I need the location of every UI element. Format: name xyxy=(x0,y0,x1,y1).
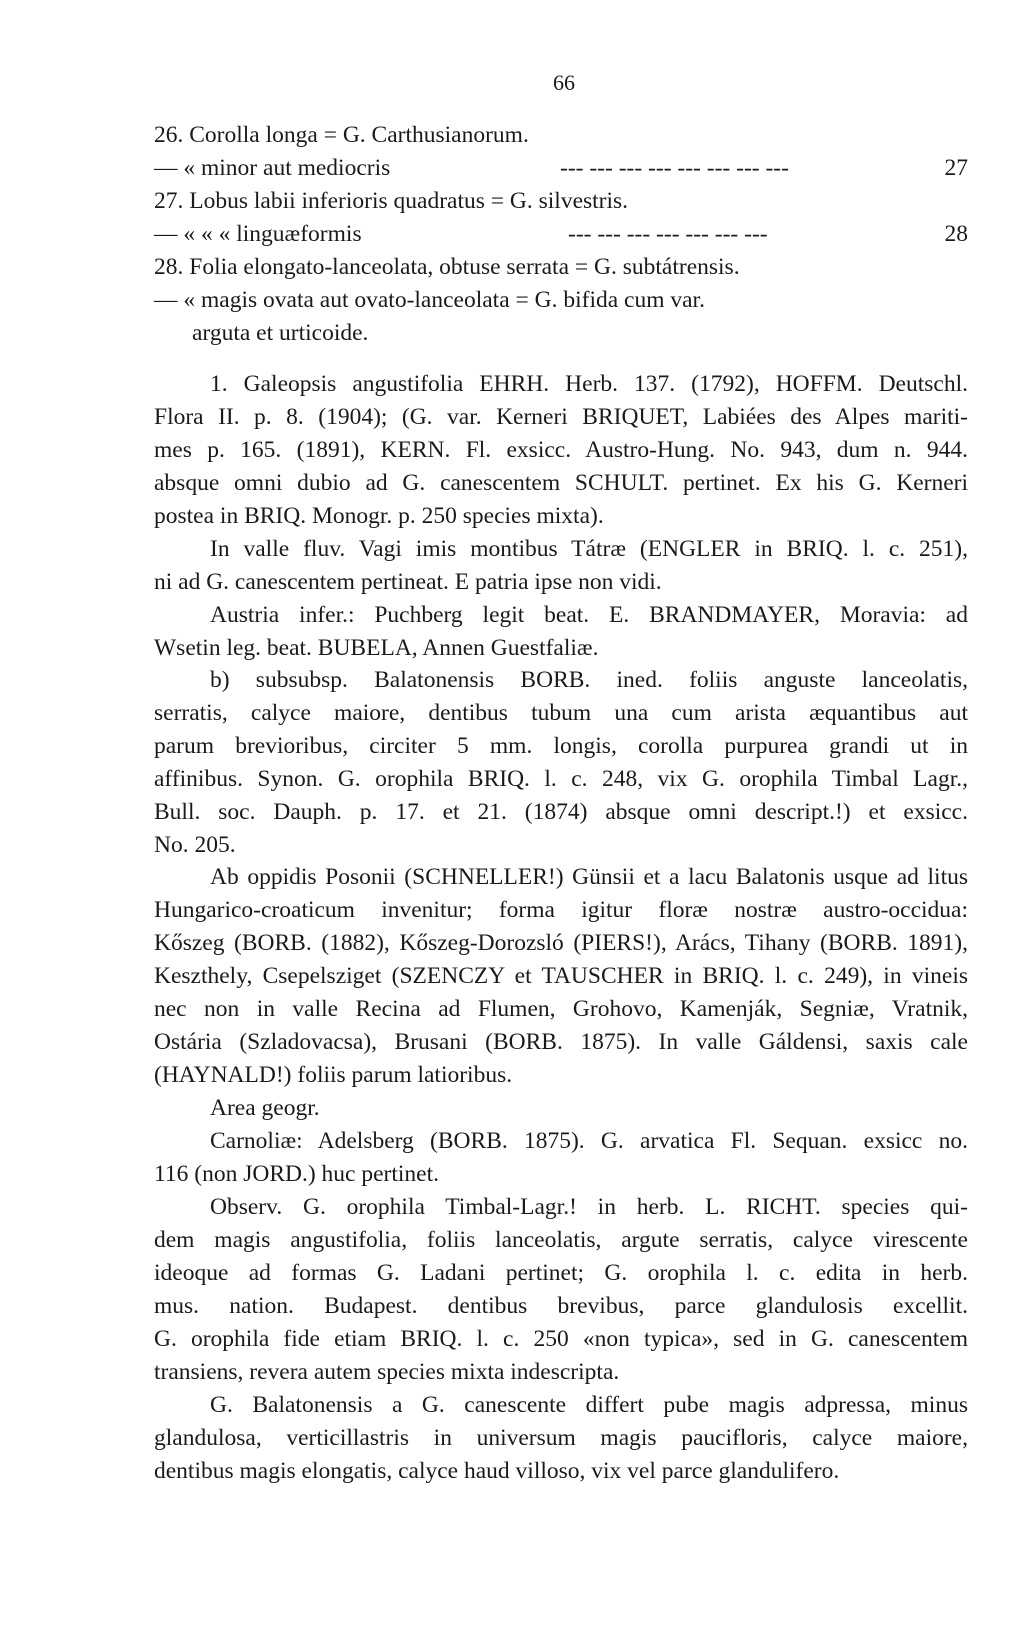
text-line: transiens, revera autem species mixta indescripta. xyxy=(154,1359,620,1385)
text-line: No. 205. xyxy=(154,832,236,858)
text-line: Kőszeg (BORB. (1882), Kőszeg-Dorozsló (PIERS!), Arács, Tihany (BORB. 1891), xyxy=(154,930,968,956)
key-text: — « magis ovata aut ovato-lanceolata = G. bifida cum var. xyxy=(154,287,705,313)
key-line xyxy=(154,285,968,315)
leader-dots: --- --- --- --- --- --- --- xyxy=(568,221,768,247)
text-line: Ostária (Szladovacsa), Brusani (BORB. 1875). In valle Gáldensi, saxis cale xyxy=(154,1029,968,1055)
text-line: b) subsubsp. Balatonensis BORB. ined. foliis anguste lanceolatis, xyxy=(210,667,968,693)
leader-dots: --- --- --- --- --- --- --- --- xyxy=(560,155,789,181)
key-line xyxy=(154,120,968,150)
text-line: Hungarico-croaticum invenitur; forma igitur floræ nostræ austro-occidua: xyxy=(154,897,968,923)
key-reference-number: 27 xyxy=(944,155,968,181)
key-reference-number: 28 xyxy=(944,221,968,247)
key-text: 26. Corolla longa = G. Carthusianorum. xyxy=(154,122,529,148)
key-text: arguta et urticoide. xyxy=(192,320,369,346)
key-text: — « « « linguæformis xyxy=(154,221,362,247)
key-text: — « minor aut mediocris xyxy=(154,155,391,181)
text-line: 1. Galeopsis angustifolia EHRH. Herb. 137. (1792), HOFFM. Deutschl. xyxy=(210,371,968,397)
text-line: Ab oppidis Posonii (SCHNELLER!) Günsii et a lacu Balatonis usque ad litus xyxy=(210,864,968,890)
text-line: glandulosa, verticillastris in universum magis paucifloris, calyce maiore, xyxy=(154,1425,968,1451)
key-line xyxy=(154,219,968,249)
text-line: Carnoliæ: Adelsberg (BORB. 1875). G. arvatica Fl. Sequan. exsicc no. xyxy=(210,1128,968,1154)
text-line: ni ad G. canescentem pertineat. E patria ipse non vidi. xyxy=(154,569,662,595)
key-line xyxy=(154,186,968,216)
key-text: 27. Lobus labii inferioris quadratus = G. silvestris. xyxy=(154,188,629,214)
key-text: 28. Folia elongato-lanceolata, obtuse serrata = G. subtátrensis. xyxy=(154,254,740,280)
text-line: serratis, calyce maiore, dentibus tubum una cum arista æquantibus aut xyxy=(154,700,968,726)
text-line: Area geogr. xyxy=(210,1095,320,1121)
text-line: Austria infer.: Puchberg legit beat. E. BRANDMAYER, Moravia: ad xyxy=(210,602,968,628)
text-line: absque omni dubio ad G. canescentem SCHULT. pertinet. Ex his G. Kerneri xyxy=(154,470,968,496)
text-line: dentibus magis elongatis, calyce haud villoso, vix vel parce glandulifero. xyxy=(154,1458,840,1484)
text-line: Wsetin leg. beat. BUBELA, Annen Guestfaliæ. xyxy=(154,635,599,661)
text-line: affinibus. Synon. G. orophila BRIQ. l. c. 248, vix G. orophila Timbal Lagr., xyxy=(154,766,968,792)
text-line: mus. nation. Budapest. dentibus brevibus, parce glandulosis excellit. xyxy=(154,1293,968,1319)
text-line: parum brevioribus, circiter 5 mm. longis, corolla purpurea grandi ut in xyxy=(154,733,968,759)
text-line: mes p. 165. (1891), KERN. Fl. exsicc. Austro-Hung. No. 943, dum n. 944. xyxy=(154,437,968,463)
text-line: ideoque ad formas G. Ladani pertinet; G. orophila l. c. edita in herb. xyxy=(154,1260,968,1286)
text-line: nec non in valle Recina ad Flumen, Grohovo, Kamenják, Segniæ, Vratnik, xyxy=(154,996,968,1022)
page-number: 66 xyxy=(553,70,575,95)
key-line xyxy=(154,153,968,183)
text-line: Flora II. p. 8. (1904); (G. var. Kerneri BRIQUET, Labiées des Alpes mariti- xyxy=(154,404,968,430)
text-line: Keszthely, Csepelsziget (SZENCZY et TAUSCHER in BRIQ. l. c. 249), in vineis xyxy=(154,963,968,989)
text-line: G. orophila fide etiam BRIQ. l. c. 250 «non typica», sed in G. canescentem xyxy=(154,1326,968,1352)
text-line: (HAYNALD!) foliis parum latioribus. xyxy=(154,1062,513,1088)
text-line: Observ. G. orophila Timbal-Lagr.! in herb. L. RICHT. species qui- xyxy=(210,1194,968,1220)
text-line: 116 (non JORD.) huc pertinet. xyxy=(154,1161,439,1187)
key-line xyxy=(154,252,968,282)
text-line: Bull. soc. Dauph. p. 17. et 21. (1874) absque omni descript.!) et exsicc. xyxy=(154,799,968,825)
text-line: dem magis angustifolia, foliis lanceolatis, argute serratis, calyce virescente xyxy=(154,1227,968,1253)
key-line xyxy=(192,318,968,348)
text-line: In valle fluv. Vagi imis montibus Tátræ (ENGLER in BRIQ. l. c. 251), xyxy=(210,536,968,562)
text-line: G. Balatonensis a G. canescente differt pube magis adpressa, minus xyxy=(210,1392,968,1418)
text-line: postea in BRIQ. Monogr. p. 250 species mixta). xyxy=(154,503,604,529)
